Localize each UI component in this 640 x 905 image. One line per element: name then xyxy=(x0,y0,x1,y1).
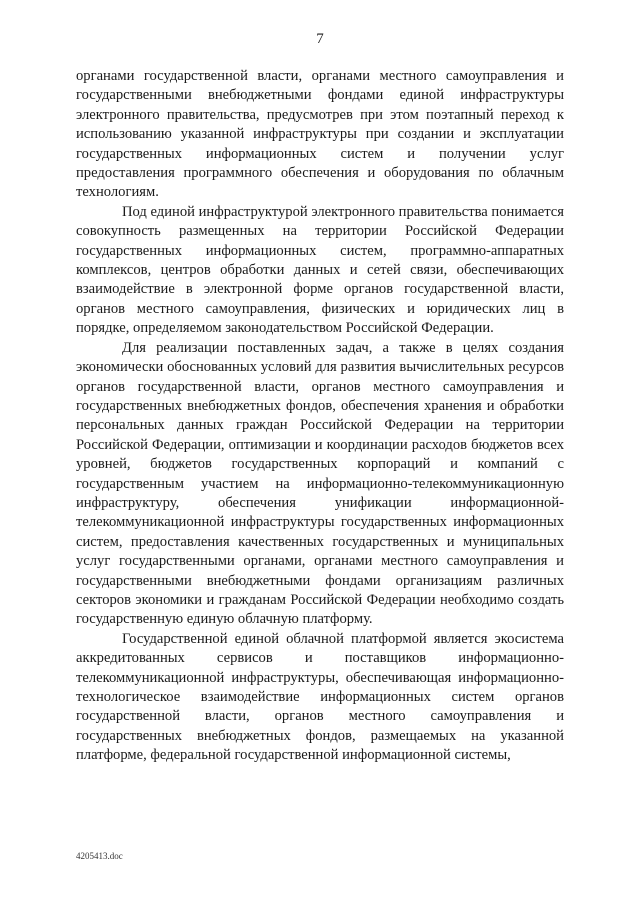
paragraph-cloud-platform-goals: Для реализации поставленных задач, а также в целях создания экономически обоснованных условий для развития вычислительных ресурсов органов государственной власти, органов местного самоуправления и государственных внебюджетных фондов, обеспечения хранения и обработки персональных данных граждан Российской Федерации на территории Российской Федерации, оптимизации и координации расходов бюджетов всех уровней, бюджетов государственных корпораций и компаний с государственным участием на информационно-телекоммуникационную инфраструктуру, обеспечения унификации информационной-телекоммуникационной инфраструктуры государственных информационных систем, предоставления качественных государственных и муниципальных услуг государственными органами, органами местного самоуправления и государственными внебюджетными фондами организациям различных секторов экономики и гражданам Российской Федерации необходимо создать государственную единую облачную платформу. xyxy=(76,339,564,628)
paragraph-e-government-definition: Под единой инфраструктурой электронного правительства понимается совокупность размещенных на территории Российской Федерации государственных информационных систем, программно-аппаратных комплексов, центров обработки данных и сетей связи, обеспечивающих взаимодействие в электронной форме органов государственной власти, органов местного самоуправления, физических и юридических лиц в порядке, определяемом законодательством Российской Федерации. xyxy=(76,203,564,337)
footer-doc-id: 4205413.doc xyxy=(76,851,123,861)
paragraph-continuation: органами государственной власти, органами местного самоуправления и государственными внебюджетными фондами единой инфраструктуры электронного правительства, предусмотрев при этом поэтапный переход к использованию указанной инфраструктуры при создании и эксплуатации государственных информационных систем и получении услуг предоставления программного обеспечения и оборудования по облачным технологиям. xyxy=(76,68,564,201)
document-body xyxy=(76,67,564,766)
page-number: 7 xyxy=(316,31,324,47)
paragraph-cloud-platform-definition: Государственной единой облачной платформой является экосистема аккредитованных сервисов и поставщиков информационно-телекоммуникационной инфраструктуры, обеспечивающая информационно-технологическое взаимодействие информационных систем органов государственной власти, органов местного самоуправления и государственных внебюджетных фондов, размещаемых на указанной платформе, федеральной государственной информационной системы, xyxy=(76,630,564,764)
